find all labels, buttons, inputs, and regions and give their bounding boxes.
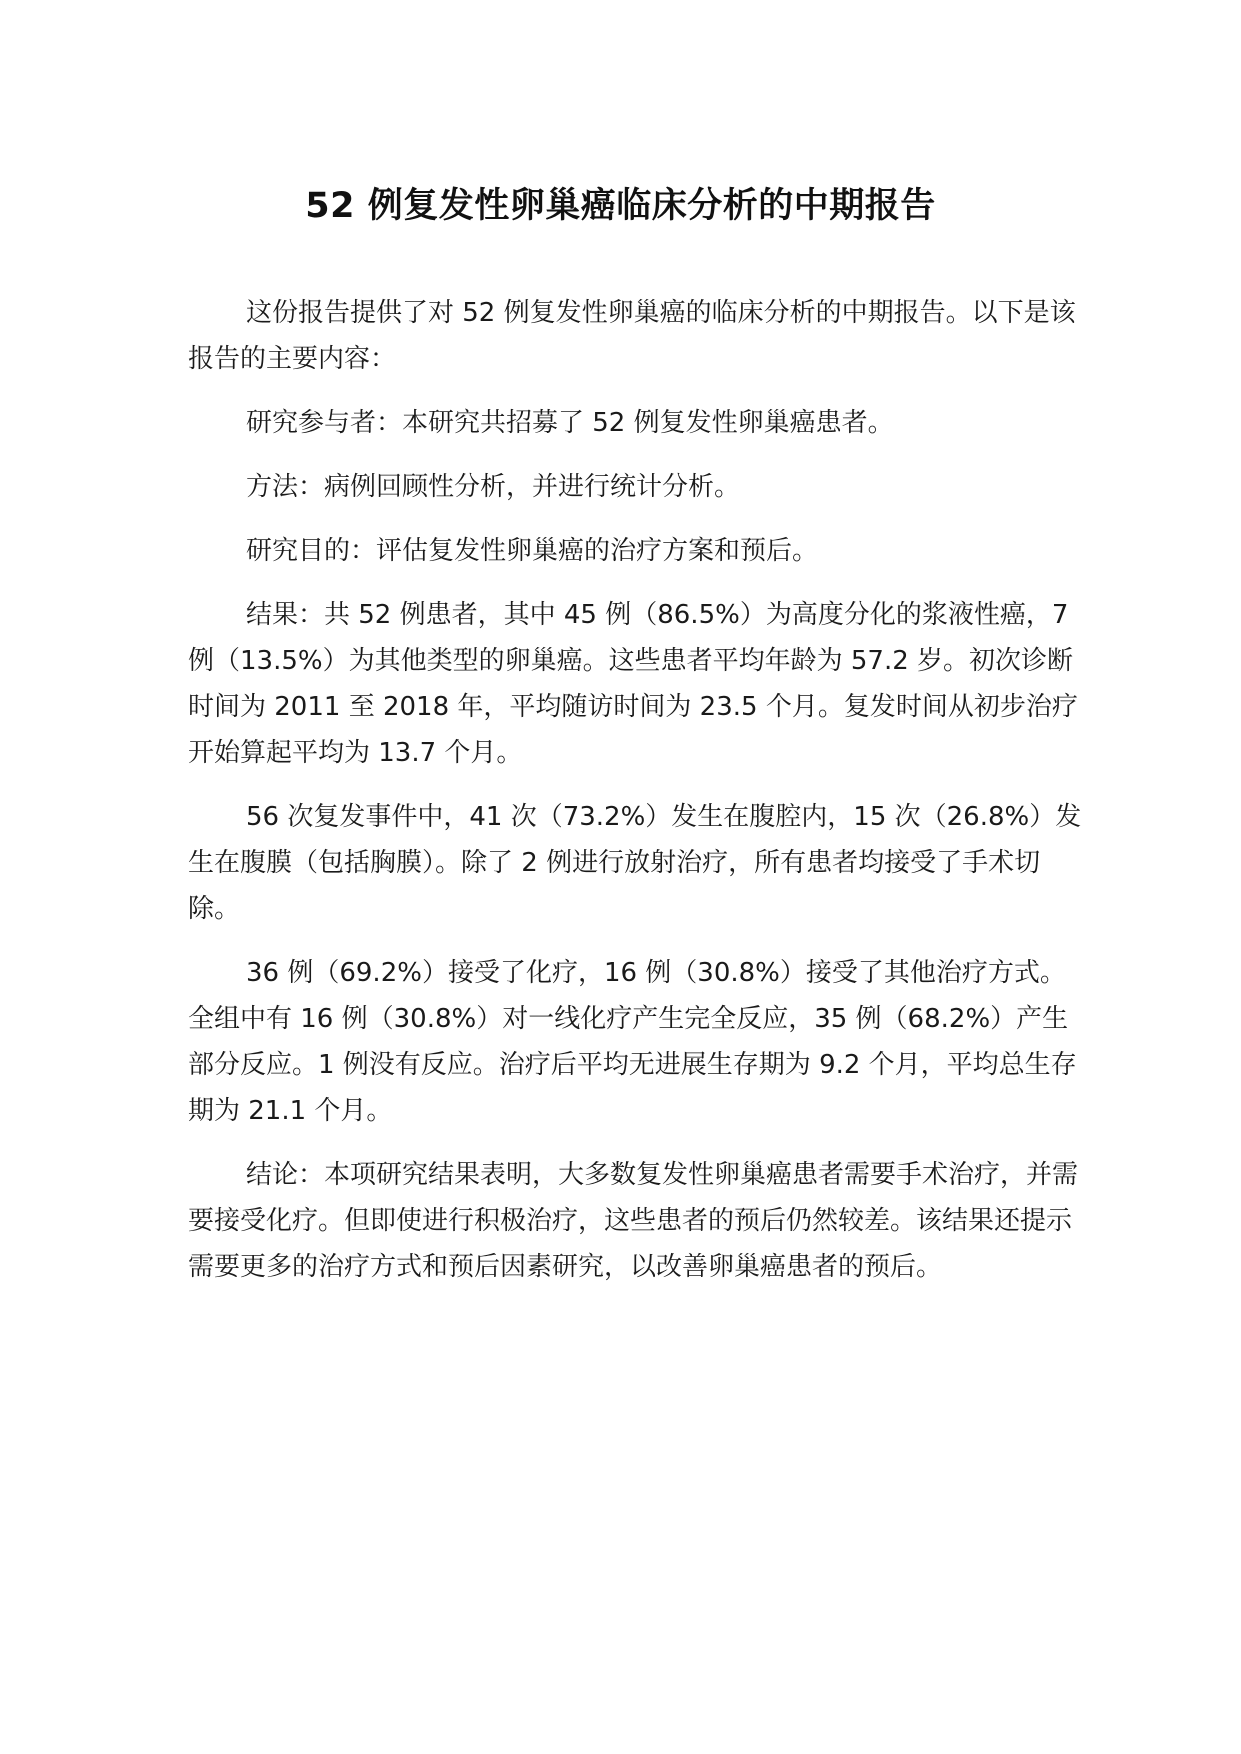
paragraph-methods: 方法：病例回顾性分析，并进行统计分析。 — [246, 472, 741, 502]
paragraph-recurrence: 56 次复发事件中，41 次（73.2%）发生在腹腔内，15 次（26.8%）发生在腹膜（包括胸膜）。除了 2 例进行放射治疗，所有患者均接受了手术切除。 — [188, 802, 1082, 924]
paragraph-treatment: 36 例（69.2%）接受了化疗，16 例（30.8%）接受了其他治疗方式。全组中有 16 例（30.8%）对一线化疗产生完全反应，35 例（68.2%）产生部分反应。1 例没有反应。治疗后平均无进展生存期为 9.2 个月，平均总生存期为 21.1 个月。 — [188, 958, 1077, 1126]
paragraph-intro: 这份报告提供了对 52 例复发性卵巢癌的临床分析的中期报告。以下是该报告的主要内容： — [188, 298, 1076, 374]
paragraph-results: 结果：共 52 例患者，其中 45 例（86.5%）为高度分化的浆液性癌，7 例（13.5%）为其他类型的卵巢癌。这些患者平均年龄为 57.2 岁。初次诊断时间为 2011 至 2018 年，平均随访时间为 23.5 个月。复发时间从初步治疗开始算起平均为 13.7 个月。 — [188, 600, 1078, 768]
paragraph-conclusion: 结论：本项研究结果表明，大多数复发性卵巢癌患者需要手术治疗，并需要接受化疗。但即使进行积极治疗，这些患者的预后仍然较差。该结果还提示需要更多的治疗方式和预后因素研究，以改善卵巢癌患者的预后。 — [188, 1160, 1079, 1282]
paragraph-objective: 研究目的：评估复发性卵巢癌的治疗方案和预后。 — [246, 536, 819, 566]
paragraph-participants: 研究参与者：本研究共招募了 52 例复发性卵巢癌患者。 — [246, 408, 894, 438]
document-body — [188, 290, 1088, 1308]
document-title: 52 例复发性卵巢癌临床分析的中期报告 — [305, 186, 936, 226]
